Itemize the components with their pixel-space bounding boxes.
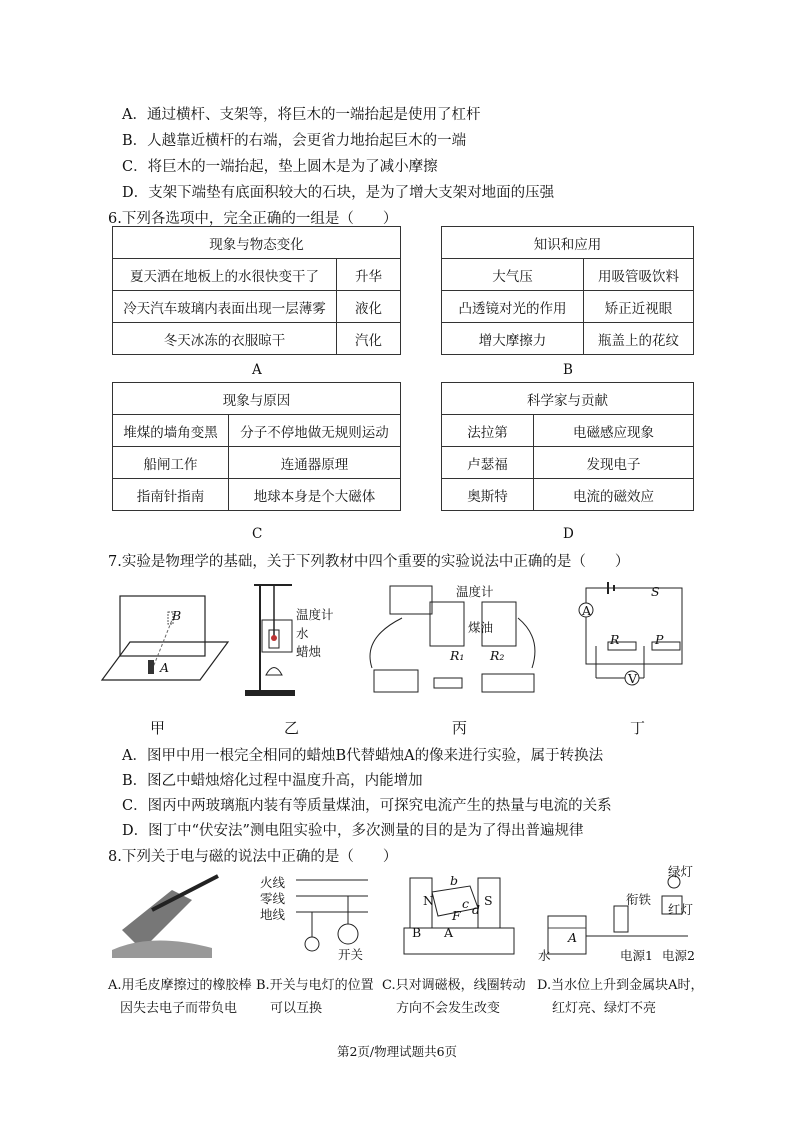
fig-jia-label-a: A xyxy=(160,660,170,675)
fig-q8-neutral: 零线 xyxy=(260,891,286,906)
figure-yi-heating xyxy=(240,580,300,700)
q7-option-a: A．图甲中用一根完全相同的蜡烛B代替蜡烛A的像来进行实验，属于转换法 xyxy=(122,748,604,764)
table-cell: 奥斯特 xyxy=(442,479,534,511)
fig-ding-s: S xyxy=(651,584,660,599)
fig-q8-src1: 电源1 xyxy=(620,948,653,963)
table-label-d: D xyxy=(563,526,574,542)
table-cell: 冷天汽车玻璃内表面出现一层薄雾 xyxy=(113,291,337,323)
fig-yi-thermometer: 温度计 xyxy=(296,607,334,622)
fig-jia-label-b: B xyxy=(172,608,182,623)
table-cell: 电流的磁效应 xyxy=(534,479,694,511)
q8-option-c-2: 方向不会发生改变 xyxy=(396,1001,501,1016)
table-header: 知识和应用 xyxy=(442,227,694,259)
q8-option-b-2: 可以互换 xyxy=(270,1001,323,1016)
table-cell: 大气压 xyxy=(442,259,584,291)
fig-q8-live: 火线 xyxy=(260,875,286,890)
table-cell: 液化 xyxy=(337,291,401,323)
table-cell: 冬天冰冻的衣服晾干 xyxy=(113,323,337,355)
table-header: 现象与原因 xyxy=(113,383,401,415)
table-cell: 矫正近视眼 xyxy=(584,291,694,323)
table-cell: 夏天洒在地板上的水很快变干了 xyxy=(113,259,337,291)
fig-label-yi: 乙 xyxy=(284,719,300,737)
q6-table-b xyxy=(441,226,694,355)
q8-option-d-1: D.当水位上升到金属块A时， xyxy=(537,978,704,993)
fig-label-ding: 丁 xyxy=(630,719,646,737)
page-footer: 第2页/物理试题共6页 xyxy=(336,1044,458,1059)
fig-q8-aa: A xyxy=(444,925,454,940)
q8-option-a-1: A.用毛皮摩擦过的橡胶棒 xyxy=(108,978,252,993)
fig-q8-n: N xyxy=(423,893,434,908)
q7-option-d: D．图丁中“伏安法”测电阻实验中，多次测量的目的是为了得出普遍规律 xyxy=(122,823,584,839)
fig-bing-thermometer: 温度计 xyxy=(456,584,494,599)
table-cell: 用吸管吸饮料 xyxy=(584,259,694,291)
q6-table-c xyxy=(112,382,401,511)
table-cell: 汽化 xyxy=(337,323,401,355)
fig-ding-r: R xyxy=(610,632,620,647)
q5-option-d: D．支架下端垫有底面积较大的石块，是为了增大支架对地面的压强 xyxy=(122,185,555,201)
q8-option-b-1: B.开关与电灯的位置 xyxy=(256,978,374,993)
fig-q8-red: 红灯 xyxy=(668,902,694,917)
table-label-b: B xyxy=(563,362,573,378)
table-cell: 升华 xyxy=(337,259,401,291)
fig-q8-d: d xyxy=(472,902,481,917)
table-cell: 发现电子 xyxy=(534,447,694,479)
fig-q8-switch: 开关 xyxy=(338,947,364,962)
fig-q8-bb: B xyxy=(412,925,422,940)
fig-q8-a-block: A xyxy=(568,930,578,945)
q5-option-a: A．通过横杆、支架等，将巨木的一端抬起是使用了杠杆 xyxy=(122,107,481,123)
q8-option-c-1: C.只对调磁极，线圈转动 xyxy=(382,978,526,993)
figure-rubber-rod xyxy=(112,870,222,960)
q8-stem: 8.下列关于电与磁的说法中正确的是（ ） xyxy=(108,849,398,865)
fig-q8-src2: 电源2 xyxy=(662,948,695,963)
table-cell: 瓶盖上的花纹 xyxy=(584,323,694,355)
table-cell: 船闸工作 xyxy=(113,447,229,479)
fig-label-jia: 甲 xyxy=(150,719,166,737)
fig-q8-armature: 衔铁 xyxy=(626,892,652,907)
table-label-a: A xyxy=(252,362,262,378)
q6-table-a xyxy=(112,226,401,355)
table-cell: 地球本身是个大磁体 xyxy=(229,479,401,511)
table-cell: 卢瑟福 xyxy=(442,447,534,479)
table-cell: 堆煤的墙角变黑 xyxy=(113,415,229,447)
q6-stem: 6.下列各选项中，完全正确的一组是（ ） xyxy=(108,211,398,227)
fig-yi-water: 水 xyxy=(296,626,309,641)
q8-option-d-2: 红灯亮、绿灯不亮 xyxy=(552,1001,657,1016)
table-cell: 指南针指南 xyxy=(113,479,229,511)
fig-label-bing: 丙 xyxy=(452,719,468,737)
fig-q8-water: 水 xyxy=(538,948,551,963)
table-header: 科学家与贡献 xyxy=(442,383,694,415)
table-cell: 电磁感应现象 xyxy=(534,415,694,447)
table-cell: 法拉第 xyxy=(442,415,534,447)
q6-table-d xyxy=(441,382,694,511)
fig-q8-green: 绿灯 xyxy=(668,864,694,879)
fig-q8-c: c xyxy=(462,896,470,911)
q5-option-b: B．人越靠近横杆的右端，会更省力地抬起巨木的一端 xyxy=(122,133,467,149)
fig-ding-voltmeter: V xyxy=(628,671,638,686)
table-cell: 凸透镜对光的作用 xyxy=(442,291,584,323)
fig-ding-p: P xyxy=(655,632,664,647)
table-cell: 分子不停地做无规则运动 xyxy=(229,415,401,447)
table-header: 现象与物态变化 xyxy=(113,227,401,259)
fig-q8-s: S xyxy=(484,893,493,908)
table-label-c: C xyxy=(252,526,263,542)
table-cell: 连通器原理 xyxy=(229,447,401,479)
q7-option-b: B．图乙中蜡烛熔化过程中温度升高，内能增加 xyxy=(122,773,423,789)
fig-bing-r2: R₂ xyxy=(490,648,505,663)
fig-q8-ground: 地线 xyxy=(260,907,286,922)
table-cell: 增大摩擦力 xyxy=(442,323,584,355)
fig-q8-f: F xyxy=(452,908,461,923)
q7-option-c: C．图丙中两玻璃瓶内装有等质量煤油，可探究电流产生的热量与电流的关系 xyxy=(122,798,612,814)
q7-stem: 7.实验是物理学的基础，关于下列教材中四个重要的实验说法中正确的是（ ） xyxy=(108,554,630,570)
fig-bing-oil: 煤油 xyxy=(468,620,494,635)
fig-yi-candle: 蜡烛 xyxy=(296,644,322,659)
q5-option-c: C．将巨木的一端抬起，垫上圆木是为了减小摩擦 xyxy=(122,159,438,175)
fig-bing-r1: R₁ xyxy=(450,648,465,663)
q8-option-a-2: 因失去电子而带负电 xyxy=(120,1001,238,1016)
fig-q8-b: b xyxy=(450,873,459,888)
figure-jia-plane-mirror xyxy=(100,580,230,692)
fig-ding-ammeter: A xyxy=(582,603,592,618)
